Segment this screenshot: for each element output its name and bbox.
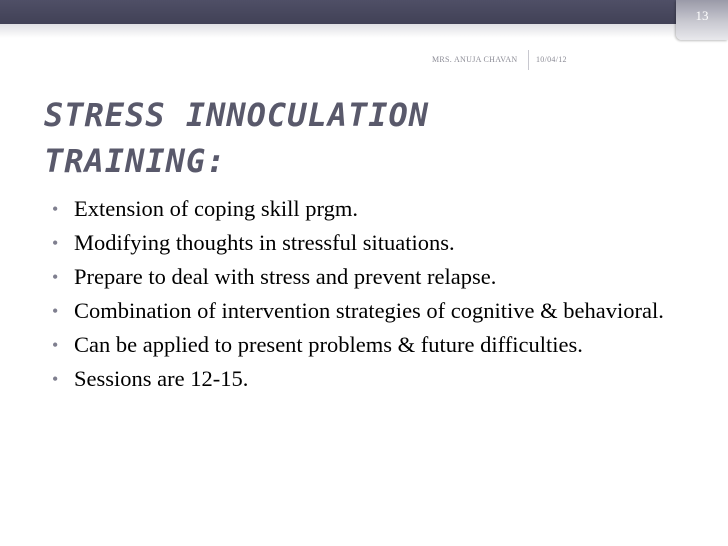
top-bar-shadow bbox=[0, 24, 728, 38]
bullet-dot-icon: • bbox=[52, 301, 59, 321]
bullet-item bbox=[52, 192, 702, 226]
author-name: MRS. ANUJA CHAVAN bbox=[432, 55, 518, 64]
bullet-item bbox=[52, 328, 702, 362]
bullet-text: Combination of intervention strategies of cognitive & behavioral. bbox=[74, 298, 664, 323]
page-number: 13 bbox=[695, 8, 709, 23]
slide-title bbox=[44, 92, 664, 184]
slide-date: 10/04/12 bbox=[536, 55, 567, 64]
bullet-item bbox=[52, 226, 702, 260]
bullet-dot-icon: • bbox=[52, 369, 59, 389]
bullet-dot-icon: • bbox=[52, 199, 59, 219]
bullet-item bbox=[52, 260, 702, 294]
bullet-item bbox=[52, 362, 702, 396]
bullet-dot-icon: • bbox=[52, 233, 59, 253]
bullet-dot-icon: • bbox=[52, 267, 59, 287]
bullet-text: Can be applied to present problems & future difficulties. bbox=[74, 332, 583, 357]
bullet-list bbox=[52, 192, 702, 396]
bullet-text: Modifying thoughts in stressful situations. bbox=[74, 230, 455, 255]
bullet-dot-icon: • bbox=[52, 335, 59, 355]
bullet-item bbox=[52, 294, 702, 328]
bullet-text: Prepare to deal with stress and prevent relapse. bbox=[74, 264, 497, 289]
bullet-text: Extension of coping skill prgm. bbox=[74, 196, 358, 221]
header-divider bbox=[528, 50, 529, 70]
bullet-text: Sessions are 12-15. bbox=[74, 366, 249, 391]
title-line-1: STRESS INNOCULATION bbox=[44, 96, 430, 134]
title-line-2: TRAINING: bbox=[44, 142, 227, 180]
slide-top-bar bbox=[0, 0, 728, 24]
